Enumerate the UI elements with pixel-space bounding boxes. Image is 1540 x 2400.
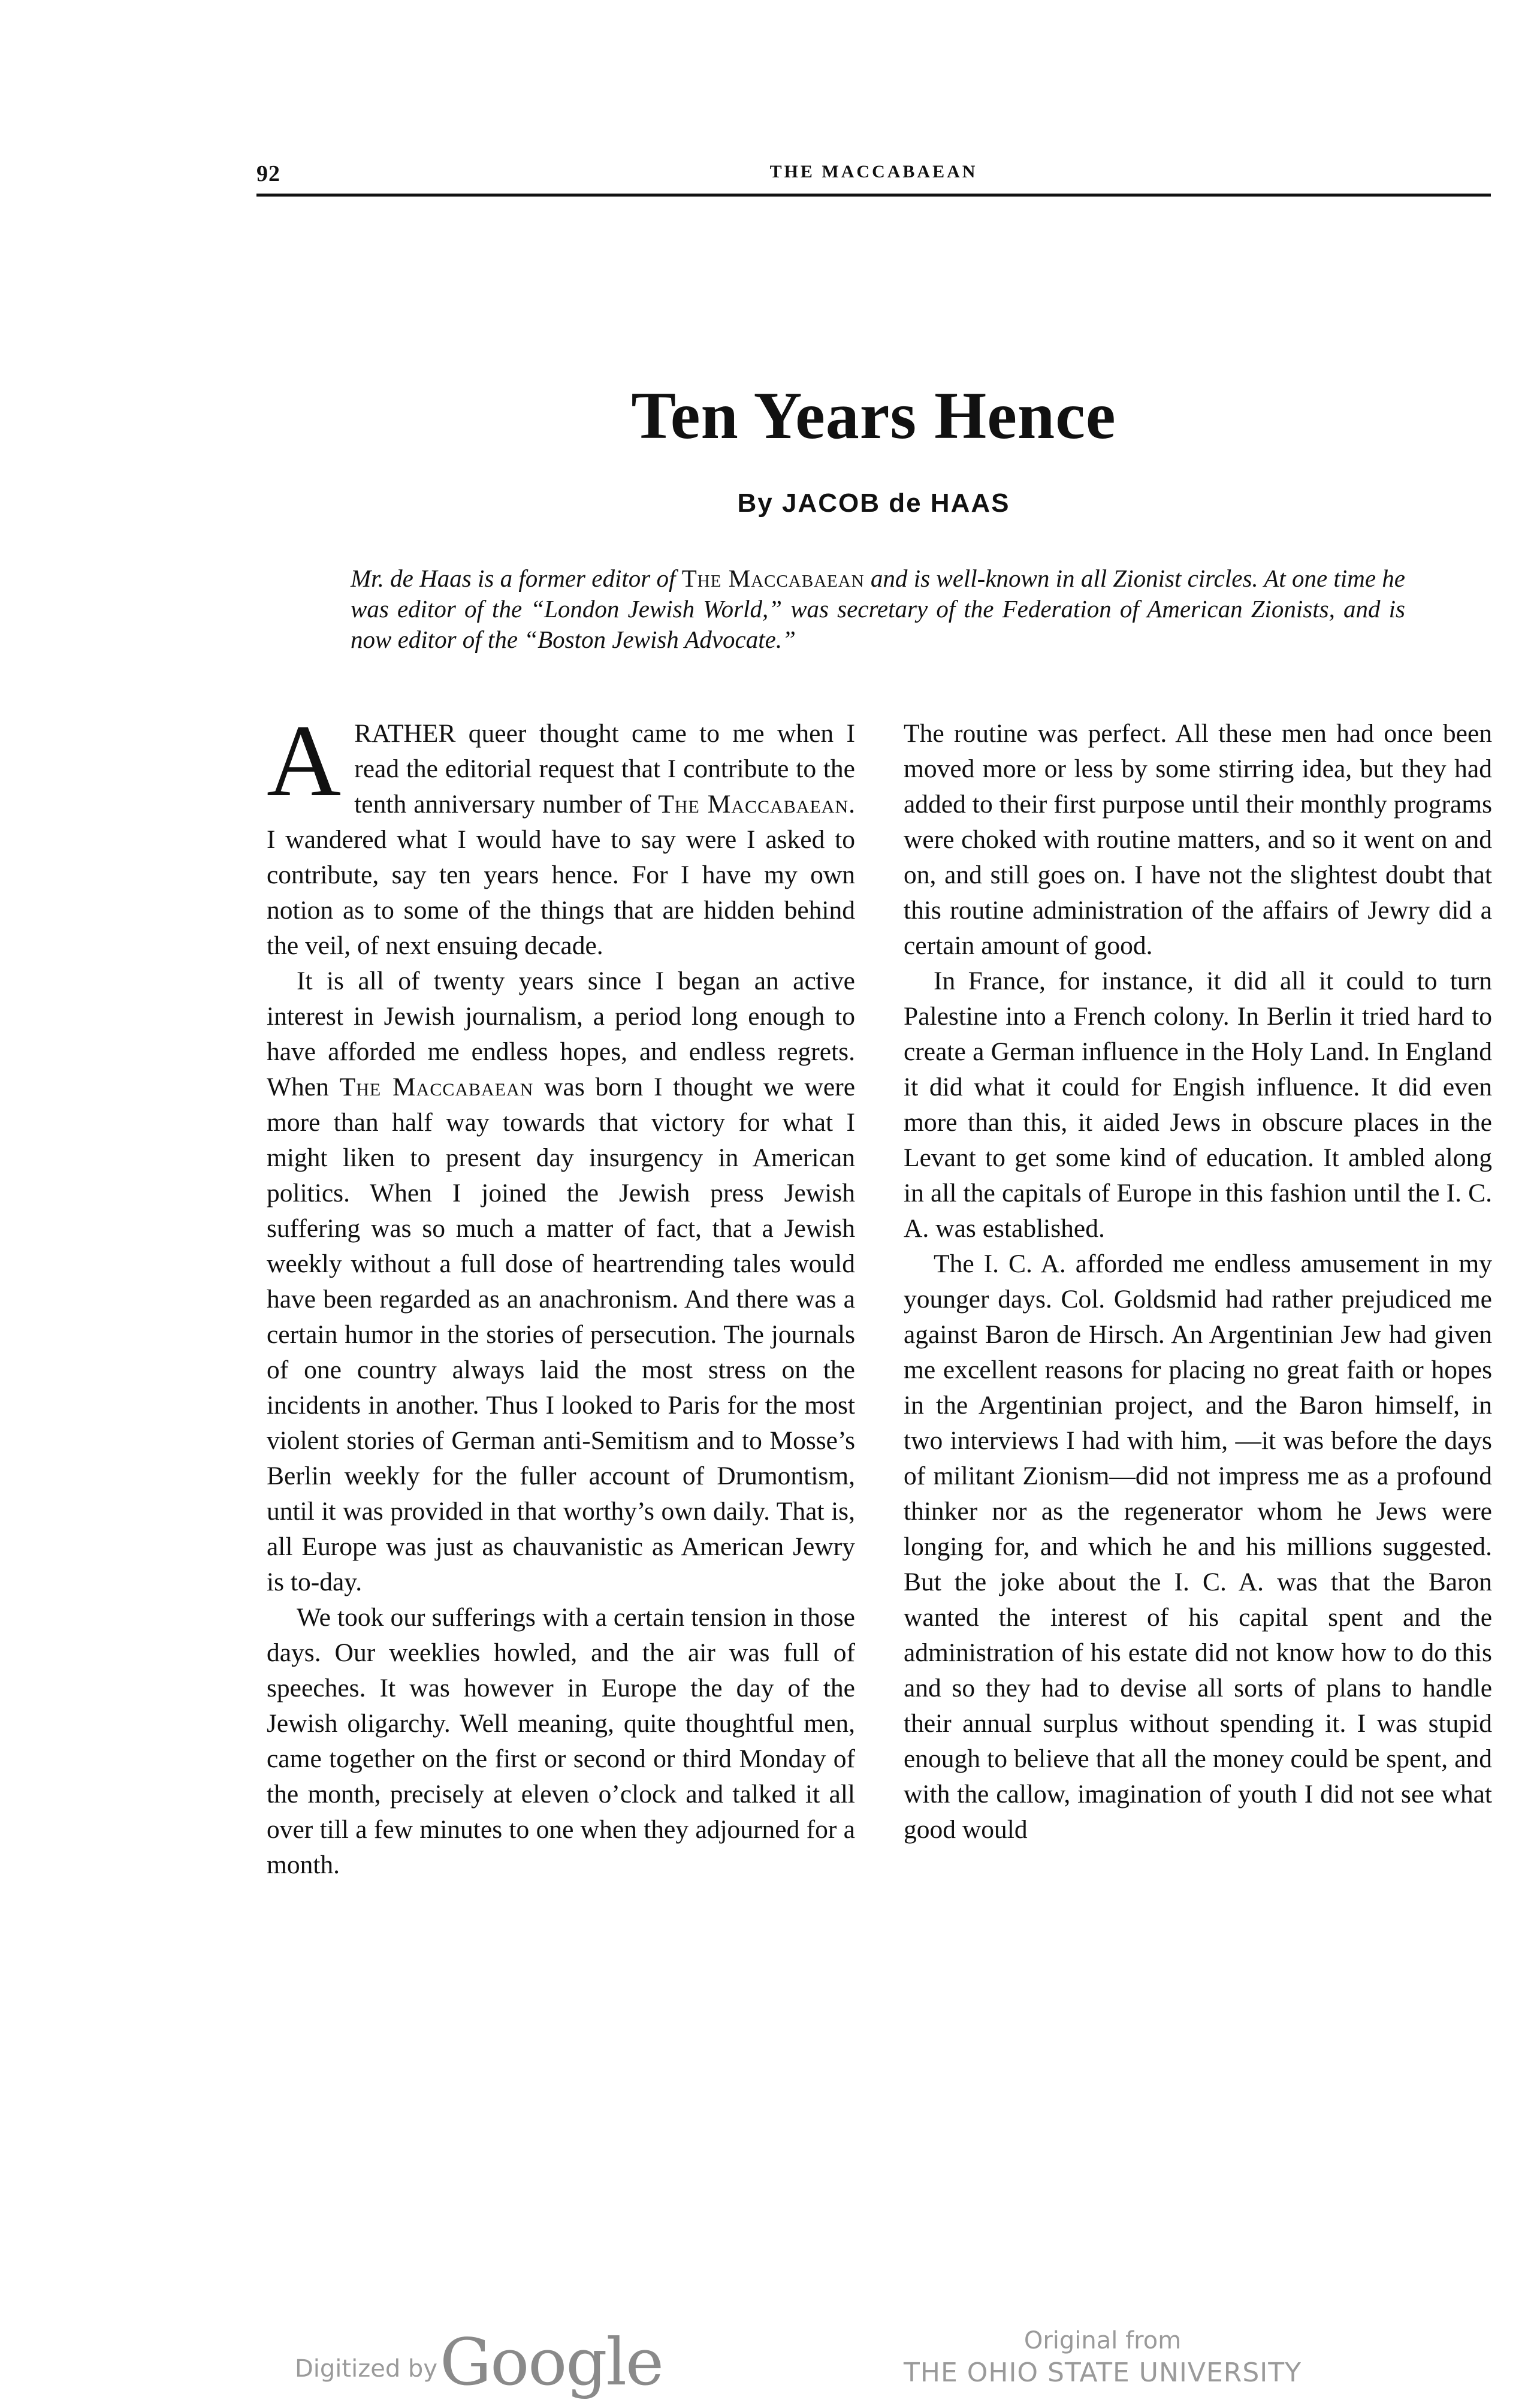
institution-name: THE OHIO STATE UNIVERSITY: [903, 2357, 1302, 2388]
right-column: [904, 716, 1492, 2250]
paragraph-text: was born I thought we were more than half way towards that victory for what I might liken to present day insurgency in American politics. When I joined the Jewish press Jewish suffering was so much a matter of fact, that a Jewish weekly without a full dose of heartrending tales would have been regarded as an anachronism. And there was a certain humor in the stories of persecution. The journals of one country always laid the most stress on the incidents in another. Thus I looked to Paris for the most violent stories of German anti-Semitism and to Mosse’s Berlin weekly for the fuller account of Drumontism, until it was provided in that worthy’s own daily. That is, all Europe was just as chauvanistic as American Jewry is to-day.: [267, 1073, 856, 1596]
page-number: 92: [256, 161, 280, 186]
running-title: THE MACCABAEAN: [769, 162, 978, 182]
magazine-name: The Maccabaean: [658, 790, 849, 819]
running-header: [256, 161, 1491, 192]
paragraph: The I. C. A. afforded me endless amusement in my younger days. Col. Goldsmid had rather prejudiced me against Baron de Hirsch. An Argentinian Jew had given me excellent reasons for placing no great faith or hopes in the Argentinian project, and the Baron himself, in two interviews I had with him, —it was before the days of militant Zionism—did not impress me as a profound thinker nor as the regenerator whom he Jews were longing for, and which he and his millions suggested. But the joke about the I. C. A. was that the Baron wanted the interest of his capital spent and the administration of his estate did not know how to do this and so they had to devise all sorts of plans to handle their annual surplus without spending it. I was stupid enough to believe that all the money could be spent, and with the callow, imagination of youth I did not see what good would: [904, 1249, 1492, 1844]
article-byline: By JACOB de HAAS: [737, 488, 1010, 518]
paragraph: We took our sufferings with a certain tension in those days. Our weeklies howled, and the air was full of speeches. It was however in Europe the day of the Jewish oligarchy. Well meaning, quite thoughtful men, came together on the first or second or third Monday of the month, precisely at eleven o’clock and talked it all over till a few minutes to one when they adjourned for a month.: [267, 1603, 855, 1879]
magazine-name: The Maccabaean: [339, 1073, 534, 1101]
paragraph: In France, for instance, it did all it could to turn Palestine into a French colony. In Berlin it tried hard to create a German influence in the Holy Land. In England it did what it could for Engish influence. It did even more than this, it aided Jews in obscure places in the Levant to get some kind of education. It ambled along in all the capitals of Europe in this fashion until the I. C. A. was established.: [904, 967, 1492, 1243]
left-column: [267, 704, 856, 2250]
paragraph: [267, 704, 855, 964]
header-rule: [256, 194, 1491, 197]
editor-note: [351, 563, 1405, 655]
paragraph-text: It is all of twenty years since I began an active interest in Jewish journalism, a period long enough to have afforded me endless hopes, and endless regrets. When: [267, 967, 855, 1101]
google-logo: Google: [440, 2325, 663, 2400]
editor-note-text-1: Mr. de Haas is a former editor of: [351, 564, 682, 592]
paragraph: The routine was perfect. All these men had once been moved more or less by some stirring idea, but they had added to their first purpose until their monthly programs were choked with routine matters, and so it went on and on, and still goes on. I have not the slightest doubt that this routine administration of the affairs of Jewry did a certain amount of good.: [904, 719, 1492, 960]
editor-note-magazine-name: The Maccabaean: [681, 564, 865, 592]
original-from-label: Original from: [1023, 2327, 1182, 2354]
paragraph-text: RATHER queer thought came to me when I read the editorial request that I contribute to the tenth anniversary number of: [354, 719, 855, 819]
paragraph: [267, 964, 855, 1600]
editor-note-text-2: and is well-known in all Zionist circles. At one time he was editor of the “London Jewish World,” was secretary of the Federation of American Zionists, and is now editor of the “Boston Jewish Advocate.”: [351, 564, 1406, 653]
article-title: Ten Years Hence: [631, 379, 1116, 453]
paragraph-text: . I wandered what I would have to say were I asked to contribute, say ten years hence. For I have my own notion as to some of the things that are hidden behind the veil, of next ensuing decade.: [267, 790, 855, 960]
digitized-by-label: Digitized by: [295, 2355, 437, 2383]
drop-cap: A: [267, 704, 342, 818]
digitized-by-watermark: [295, 2325, 663, 2400]
original-source-watermark: [887, 2325, 1318, 2390]
